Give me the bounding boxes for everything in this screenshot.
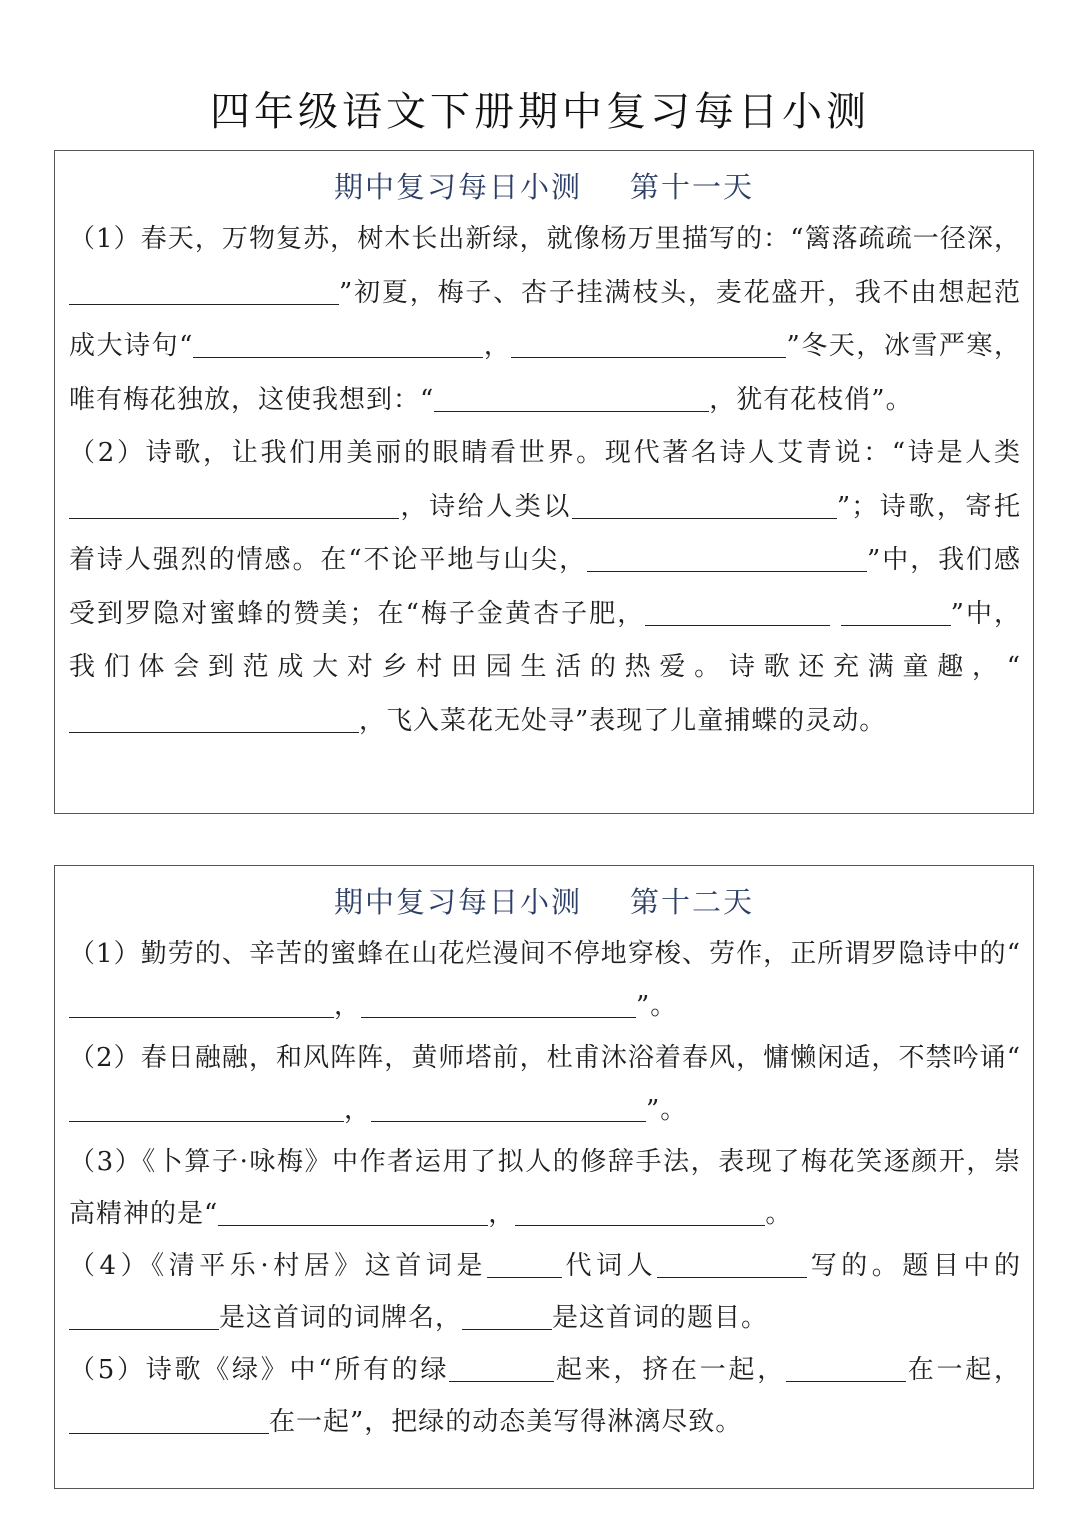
answer-blank[interactable] (193, 327, 483, 358)
heading-day: 第十一天 (630, 170, 755, 204)
answer-blank[interactable] (434, 381, 709, 412)
answer-blank[interactable] (218, 1195, 488, 1226)
question-text: ”。 (646, 1095, 688, 1125)
answer-blank[interactable] (572, 488, 837, 519)
question-text: （5）诗歌《绿》中“所有的绿 (69, 1355, 450, 1385)
answer-blank[interactable] (69, 702, 359, 733)
question-text: （4）《清平乐·村居》这首词是 (69, 1251, 487, 1281)
answer-blank[interactable] (462, 1299, 552, 1330)
box-heading-day-11 (55, 165, 1033, 213)
question-text: （1）勤劳的、辛苦的蜜蜂在山花烂漫间不停地穿梭、劳作，正所谓罗隐诗中的“ (69, 939, 1021, 969)
question-text: ， (483, 331, 512, 361)
answer-blank[interactable] (587, 541, 867, 572)
answer-blank[interactable] (841, 595, 951, 626)
question-text: 在一起”，把绿的动态美写得淋漓尽致。 (269, 1407, 743, 1437)
question-text: ”冬天，冰雪严寒，唯有梅花独放，这使我想到：“ (69, 331, 1021, 415)
answer-blank[interactable] (657, 1247, 807, 1278)
question-text: ， (488, 1199, 516, 1229)
question-4 (69, 1240, 1021, 1344)
answer-blank[interactable] (69, 274, 339, 305)
box-heading-day-12 (55, 880, 1033, 928)
question-1 (69, 928, 1021, 1032)
question-text: 写的。题目中的 (807, 1251, 1021, 1281)
question-text: 是这首词的词牌名， (219, 1303, 463, 1333)
heading-label: 期中复习每日小测 (333, 885, 582, 919)
question-text: ，飞入菜花无处寻”表现了儿童捕蝶的灵动。 (359, 705, 887, 736)
question-text: ， (334, 991, 362, 1021)
question-text: （3）《卜算子·咏梅》中作者运用了拟人的修辞手法，表现了梅花笑逐颜开，崇高精神的是“ (69, 1147, 1021, 1229)
answer-blank[interactable] (786, 1351, 906, 1382)
answer-blank[interactable] (69, 1403, 269, 1434)
answer-blank[interactable] (449, 1351, 554, 1382)
question-text: ”初夏，梅子、杏子挂满枝头，麦花盛开，我不由想起范成大诗句“ (69, 277, 1021, 361)
question-text: ”中，我们感受到罗隐对蜜蜂的赞美；在“梅子金黄杏子肥， (69, 545, 1021, 629)
question-1 (69, 213, 1021, 427)
question-2 (69, 1032, 1021, 1136)
question-text: ， (344, 1095, 372, 1125)
quiz-box-day-12 (54, 865, 1034, 1489)
question-3 (69, 1136, 1021, 1240)
question-text: ，犹有花枝俏”。 (709, 384, 913, 415)
answer-blank[interactable] (645, 595, 830, 626)
answer-blank[interactable] (69, 987, 334, 1018)
question-text: 。 (765, 1199, 793, 1229)
answer-blank[interactable] (69, 1299, 219, 1330)
answer-blank[interactable] (511, 327, 786, 358)
question-text: 起来，挤在一起， (554, 1355, 786, 1385)
question-text: （1）春天，万物复苏，树木长出新绿，就像杨万里描写的：“篱落疏疏一径深， (69, 224, 1021, 254)
answer-blank[interactable] (371, 1091, 646, 1122)
heading-label: 期中复习每日小测 (333, 170, 582, 204)
heading-day: 第十二天 (630, 885, 755, 919)
question-text: 是这首词的题目。 (552, 1303, 769, 1333)
answer-blank[interactable] (361, 987, 636, 1018)
question-text: ，诗给人类以 (399, 491, 572, 522)
answer-blank[interactable] (515, 1195, 765, 1226)
question-text: （2）诗歌，让我们用美丽的眼睛看世界。现代著名诗人艾青说：“诗是人类 (69, 438, 1021, 468)
question-text: ”。 (636, 991, 678, 1021)
question-5 (69, 1344, 1021, 1448)
page-title: 四年级语文下册期中复习每日小测 (210, 89, 870, 135)
answer-blank[interactable] (487, 1247, 562, 1278)
quiz-box-day-11 (54, 150, 1034, 814)
answer-blank[interactable] (69, 488, 399, 519)
question-text: 代词人 (561, 1251, 658, 1281)
question-text: （2）春日融融，和风阵阵，黄师塔前，杜甫沐浴着春风，慵懒闲适，不禁吟诵“ (69, 1043, 1021, 1073)
answer-blank[interactable] (69, 1091, 344, 1122)
question-text: 在一起， (906, 1355, 1021, 1385)
question-text: ”；诗歌，寄托着诗人强烈的情感。在“不论平地与山尖， (69, 491, 1021, 575)
question-text: ”中，我们体会到范成大对乡村田园生活的热爱。诗歌还充满童趣，“ (69, 598, 1021, 682)
question-2 (69, 427, 1021, 748)
